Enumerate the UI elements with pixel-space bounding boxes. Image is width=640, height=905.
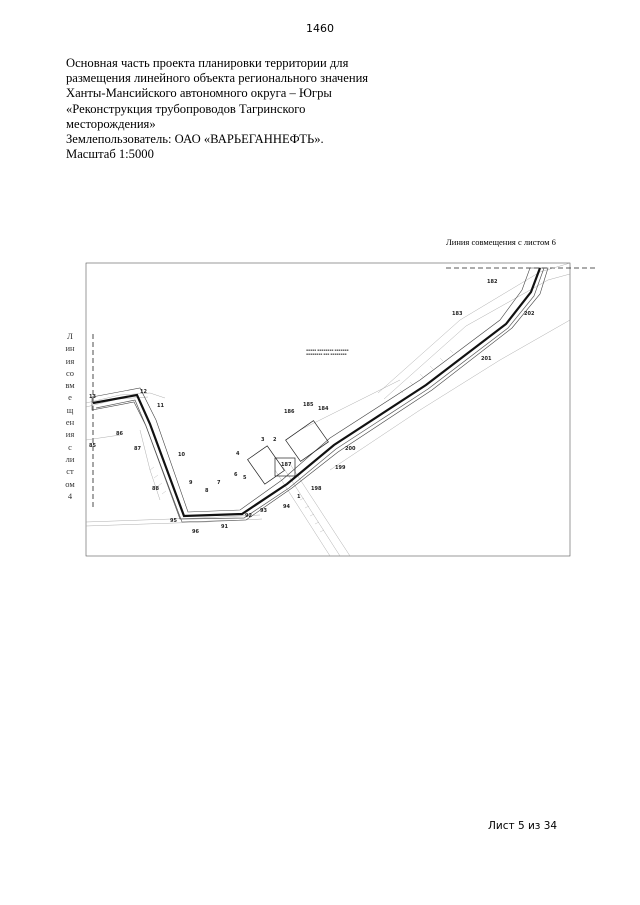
point-label: 1 <box>297 494 301 500</box>
point-label: 93 <box>260 508 267 514</box>
point-label: 86 <box>116 431 123 437</box>
hatched-strips <box>150 350 453 532</box>
point-label: 94 <box>283 504 290 510</box>
title-line: месторождения» <box>66 116 156 131</box>
point-label: 182 <box>487 279 498 285</box>
map-note: ▪▪▪▪▪▪▪▪ ▪▪▪ ▪▪▪▪▪▪▪▪ <box>306 352 347 356</box>
point-label: 11 <box>157 403 164 409</box>
corridor-boundary <box>92 268 548 522</box>
point-label: 198 <box>311 486 322 492</box>
point-label: 9 <box>189 480 193 486</box>
point-label: 13 <box>89 394 96 400</box>
point-label: 5 <box>243 475 247 481</box>
point-label: 92 <box>245 513 252 519</box>
point-label: 199 <box>335 465 346 471</box>
point-label: 4 <box>236 451 240 457</box>
sheet-number: Лист 5 из 34 <box>488 820 558 832</box>
pipeline-axis <box>93 268 540 516</box>
point-label: 96 <box>192 529 199 535</box>
point-label: 12 <box>140 389 147 395</box>
point-label: 185 <box>303 402 314 408</box>
pipeline-axis-parallel <box>96 268 544 519</box>
point-label: 10 <box>178 452 185 458</box>
point-label: 87 <box>134 446 141 452</box>
point-label: 85 <box>89 443 96 449</box>
match-line-label-right: Линия совмещения с листом 6 <box>446 237 556 247</box>
title-line: Основная часть проекта планировки территории для <box>66 56 349 70</box>
point-label: 8 <box>205 488 209 494</box>
point-labels <box>89 279 535 535</box>
page-number: 1460 <box>306 22 334 35</box>
point-label: 187 <box>281 462 292 468</box>
map-note: ▪▪▪▪▪ ▪▪▪▪▪▪▪▪ ▪▪▪▪▪▪▪ <box>306 348 349 352</box>
point-label: 95 <box>170 518 177 524</box>
match-line-label-left: Л ин ия со вм е щ ен ия с ли ст ом 4 <box>65 331 75 501</box>
point-label: 6 <box>234 472 238 478</box>
point-label: 88 <box>152 486 159 492</box>
point-label: 186 <box>284 409 295 415</box>
title-line: размещения линейного объекта регионального значения <box>66 71 369 86</box>
scale-line: Масштаб 1:5000 <box>66 147 154 162</box>
point-label: 184 <box>318 406 329 412</box>
title-line: «Реконструкция трубопроводов Тагринского <box>66 101 306 116</box>
point-label: 91 <box>221 524 228 530</box>
title-line: Ханты-Мансийского автономного округа – Югры <box>66 86 332 101</box>
point-label: 2 <box>273 437 277 443</box>
point-label: 200 <box>345 446 356 452</box>
point-label: 183 <box>452 311 463 317</box>
point-label: 3 <box>261 437 265 443</box>
land-user-line: Землепользователь: ОАО «ВАРЬЕГАННЕФТЬ». <box>66 132 324 147</box>
point-label: 201 <box>481 356 492 362</box>
point-label: 202 <box>524 311 535 317</box>
point-label: 7 <box>217 480 221 486</box>
